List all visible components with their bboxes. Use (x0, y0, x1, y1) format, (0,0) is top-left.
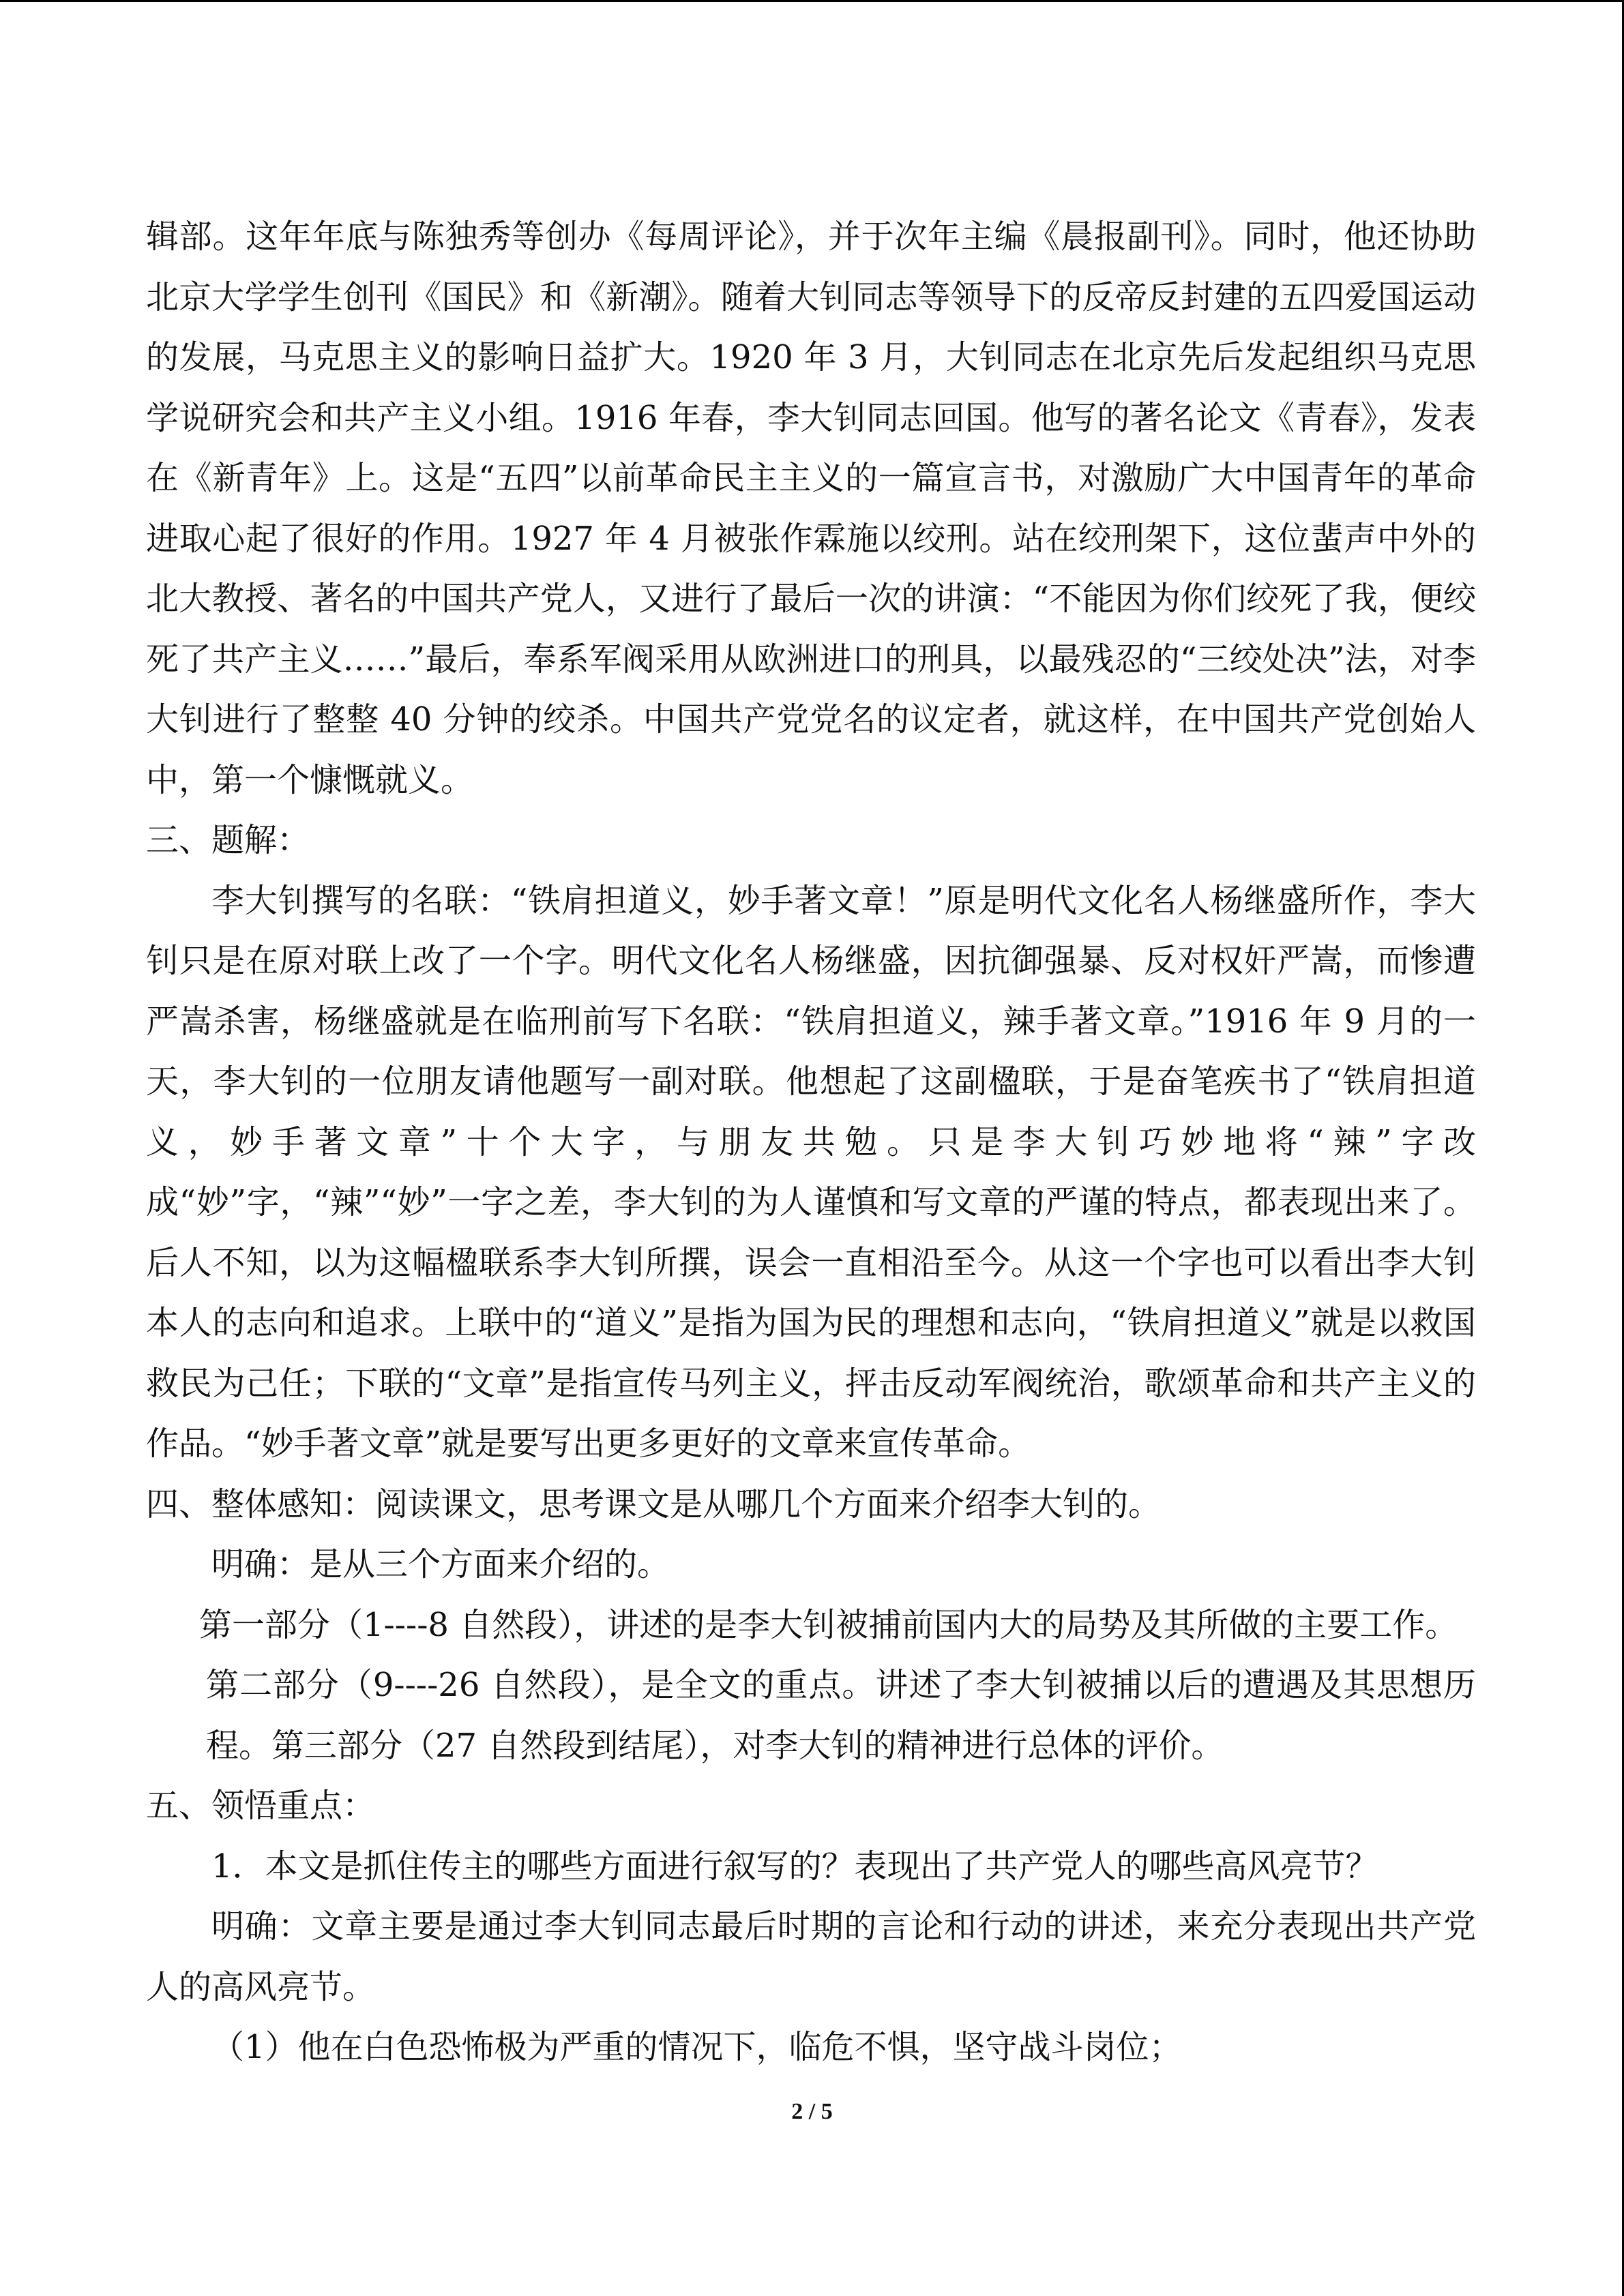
section-heading-title-explanation: 三、题解： (146, 821, 310, 859)
paragraph-biography: 辑部。这年年底与陈独秀等创办《每周评论》，并于次年主编《晨报副刊》。同时，他还协助北京大学学生创刊《国民》和《新潮》。随着大钊同志等领导下的反帝反封建的五四爱国运动的发展，马克思主义的影响日益扩大。1920 年 3 月，大钊同志在北京先后发起组织马克思学说研究会和共产主义小组。1916 年春，李大钊同志回国。他写的著名论文《青春》，发表在《新青年》上。这是“五四”以前革命民主主义的一篇宣言书，对激励广大中国青年的革命进取心起了很好的作用。1927 年 4 月被张作霖施以绞刑。站在绞刑架下，这位蜚声中外的北大教授、著名的中国共产党人，又进行了最后一次的讲演：“不能因为你们绞死了我，便绞死了共产主义……”最后，奉系军阀采用从欧洲进口的刑具，以最残忍的“三绞处决”法，对李大钊进行了整整 40 分钟的绞杀。中国共产党党名的议定者，就这样，在中国共产党创始人中，第一个慷慨就义。 (146, 218, 1476, 799)
section-heading-overall-perception: 四、整体感知：阅读课文，思考课文是从哪几个方面来介绍李大钊的。 (146, 1485, 1162, 1523)
paragraph-answer-one: 明确：文章主要是通过李大钊同志最后时期的言论和行动的讲述，来充分表现出共产党人的高风亮节。 (146, 1907, 1476, 2006)
paragraph-answer-three-aspects: 明确：是从三个方面来介绍的。 (211, 1545, 670, 1583)
paragraph-point-one: （1）他在白色恐怖极为严重的情况下，临危不惧，坚守战斗岗位； (211, 2028, 1182, 2066)
section-heading-key-points: 五、领悟重点： (146, 1787, 376, 1825)
page-number: 2 / 5 (791, 2099, 833, 2124)
paragraph-couplet-explanation: 李大钊撰写的名联：“铁肩担道义，妙手著文章！”原是明代文化名人杨继盛所作，李大钊只是在原对联上改了一个字。明代文化名人杨继盛，因抗御强暴、反对权奸严嵩，而惨遭严嵩杀害，杨继盛就是在临刑前写下名联：“铁肩担道义，辣手著文章。”1916 年 9 月的一天，李大钊的一位朋友请他题写一副对联。他想起了这副楹联，于是奋笔疾书了“铁肩担道义，妙手著文章”十个大字，与朋友共勉。只是李大钊巧妙地将“辣”字改成“妙”字，“辣”“妙”一字之差，李大钊的为人谨慎和写文章的严谨的特点，都表现出来了。后人不知，以为这幅楹联系李大钊所撰，误会一直相沿至今。从这一个字也可以看出李大钊本人的志向和追求。上联中的“道义”是指为国为民的理想和志向，“铁肩担道义”就是以救国救民为己任；下联的“文章”是指宣传马列主义，抨击反动军阀统治，歌颂革命和共产主义的作品。“妙手著文章”就是要写出更多更好的文章来宣传革命。 (146, 881, 1476, 1463)
paragraph-part-one: 第一部分（1----8 自然段），讲述的是李大钊被捕前国内大的局势及其所做的主要工作。 (199, 1605, 1458, 1644)
paragraph-part-two-three: 第二部分（9----26 自然段），是全文的重点。讲述了李大钊被捕以后的遭遇及其思想历程。第三部分（27 自然段到结尾），对李大钊的精神进行总体的评价。 (206, 1666, 1476, 1765)
document-body (146, 207, 1476, 2078)
paragraph-question-one: 1．本文是抓住传主的哪些方面进行叙写的？表现出了共产党人的哪些高风亮节？ (211, 1847, 1378, 1885)
